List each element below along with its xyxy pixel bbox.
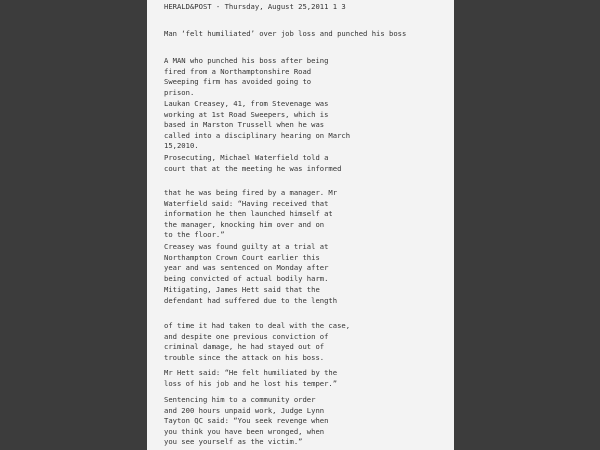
text-line: year and was sentenced on Monday after [164,263,329,272]
text-line: court that at the meeting he was informed [164,163,342,173]
document-page [147,0,454,450]
text-line: Mr Hett said: “He felt humiliated by the [164,368,338,377]
text-line: Tayton QC said: “You seek revenge when [164,416,329,425]
text-line: loss of his job and he lost his temper.” [164,378,338,388]
text-line: you see yourself as the victim.” [164,437,303,446]
text-line: 15,2010. [164,141,199,150]
text-line: to the floor.” [164,230,225,239]
text-line: being convicted of actual bodily harm. [164,273,329,283]
text-line: working at 1st Road Sweepers, which is [164,109,329,119]
text-line: trouble since the attack on his boss. [164,352,325,362]
text-line: Prosecuting, Michael Waterfield told a [164,153,329,162]
text-line: Waterfield said: “Having received that [164,198,329,208]
text-line: and despite one previous conviction of [164,331,329,341]
text-line: Laukan Creasey, 41, from Stevenage was [164,99,329,108]
text-line: Northampton Crown Court earlier this [164,252,320,262]
text-line: that he was being fired by a manager. Mr [164,188,338,197]
text-line: you think you have been wronged, when [164,426,325,436]
text-line: defendant had suffered due to the length [164,295,338,305]
text-line: of time it had taken to deal with the case, [164,321,351,330]
text-line: information he then launched himself at [164,209,333,218]
text-line: the manager, knocking him over and on [164,219,325,229]
text-line: Sweeping firm has avoided going to [164,77,312,86]
text-line: based in Marston Trussell when he was [164,120,325,129]
page-content [164,0,449,450]
article-headline: Man ‘felt humiliated’ over job loss and punched his boss [164,29,407,38]
text-line: called into a disciplinary hearing on March [164,130,351,140]
text-line: prison. [164,87,195,97]
text-line: and 200 hours unpaid work, Judge Lynn [164,405,325,415]
text-line: Creasey was found guilty at a trial at [164,242,329,251]
page-header: HERALD&POST - Thursday, August 25,2011 1 3 [164,2,346,11]
text-line: Sentencing him to a community order [164,395,316,404]
text-line: criminal damage, he had stayed out of [164,342,325,351]
text-line: fired from a Northamptonshire Road [164,66,312,76]
text-line: Mitigating, James Hett said that the [164,285,320,294]
text-line: A MAN who punched his boss after being [164,56,329,65]
